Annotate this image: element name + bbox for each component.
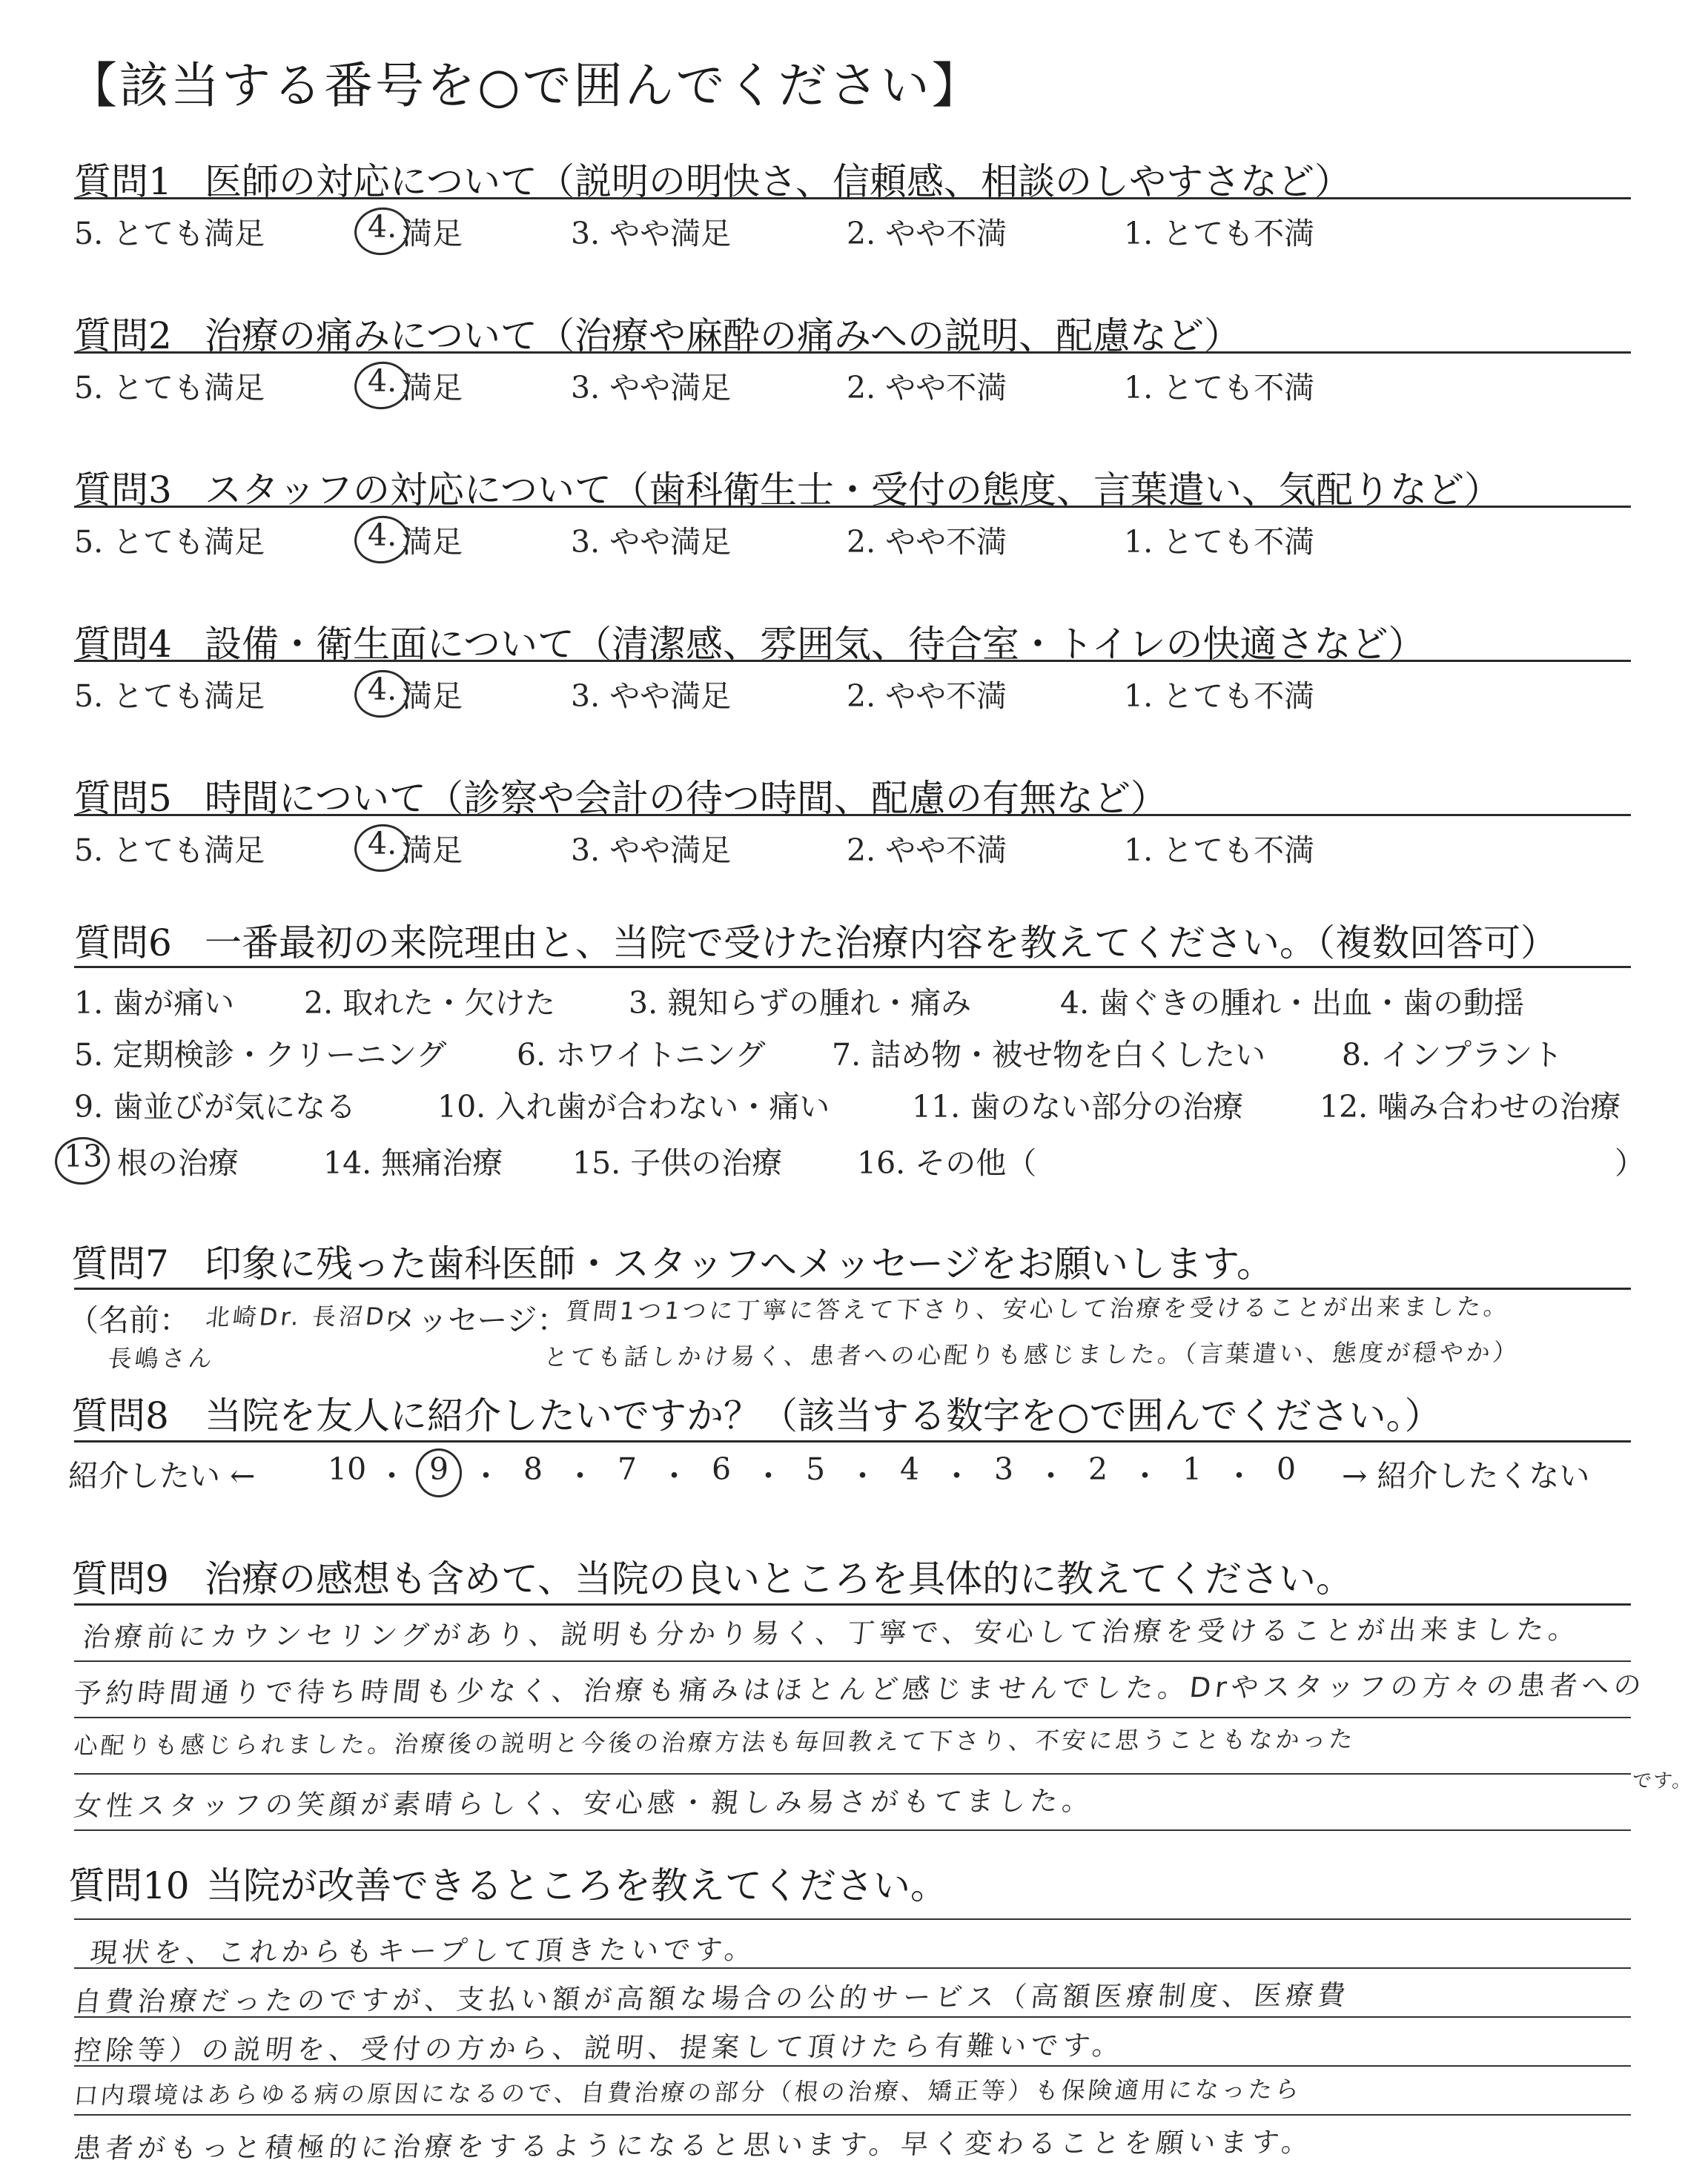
rating-option[interactable]: 4.: [368, 672, 397, 707]
q6-option-other[interactable]: 16. その他（: [857, 1145, 1037, 1181]
q8-scale-separator: ・: [659, 1458, 689, 1494]
rating-option[interactable]: 3. やや満足: [571, 524, 732, 560]
question-rule: [74, 351, 1631, 354]
q8-scale-value[interactable]: 4: [900, 1451, 920, 1487]
q6-option[interactable]: 7. 詰め物・被せ物を白くしたい: [832, 1037, 1266, 1073]
rating-option[interactable]: 3. やや満足: [571, 216, 732, 251]
q7-name-handwritten[interactable]: 北崎Dr. 長沼Dr: [204, 1302, 401, 1331]
q8-scale-separator: ・: [565, 1458, 595, 1494]
q8-scale-separator: ・: [377, 1458, 407, 1494]
q6-option[interactable]: 12. 噛み合わせの治療: [1320, 1089, 1621, 1125]
rating-option[interactable]: 5. とても満足: [74, 832, 265, 868]
q9-label: 質問9: [71, 1557, 169, 1600]
q8-scale-value[interactable]: 0: [1277, 1451, 1297, 1487]
q9-overflow-text: です。: [1631, 1769, 1695, 1792]
rating-option[interactable]: 2. やや不満: [847, 678, 1007, 714]
q6-option[interactable]: 1. 歯が痛い: [74, 985, 235, 1021]
q6-label: 質問6: [74, 921, 172, 964]
rating-option[interactable]: 3. やや満足: [571, 678, 732, 714]
q8-scale-value[interactable]: 6: [712, 1451, 732, 1487]
q10-answer-line[interactable]: 現状を、これからもキープして頂きたいです。: [88, 1933, 758, 1969]
q9-answer-rule: [74, 1829, 1631, 1831]
q9-answer-rule: [74, 1660, 1631, 1662]
q10-rule: [74, 1918, 1631, 1920]
q6-option[interactable]: 2. 取れた・欠けた: [304, 985, 556, 1021]
q10-answer-rule: [74, 2114, 1631, 2116]
q10-label: 質問10: [68, 1864, 190, 1907]
q6-option-13-number[interactable]: 13: [64, 1139, 103, 1174]
q8-scale-value[interactable]: 5: [806, 1451, 826, 1487]
question-label: 質問5: [74, 777, 172, 820]
q9-answer-line[interactable]: 予約時間通りで待ち時間も少なく、治療も痛みはほとんど感じませんでした。Drやスタッフの方々の患者への: [72, 1669, 1647, 1709]
q7-name-handwritten-2[interactable]: 長嶋さん: [106, 1344, 216, 1373]
rating-option[interactable]: 1. とても不満: [1124, 370, 1315, 405]
question-text: 設備・衛生面について（清潔感、雰囲気、待合室・トイレの快適さなど）: [205, 623, 1426, 666]
q7-message-line[interactable]: とても話しかけ易く、患者への心配りも感じました。（言葉遣い、態度が穏やか）: [542, 1338, 1521, 1371]
q9-answer-line[interactable]: 女性スタッフの笑顔が素晴らしく、安心感・親しみ易さがもてました。: [72, 1784, 1096, 1822]
rating-option[interactable]: 1. とても不満: [1124, 678, 1315, 714]
q7-label: 質問7: [71, 1242, 169, 1285]
rating-option[interactable]: 5. とても満足: [74, 216, 265, 251]
q9-rule: [74, 1603, 1631, 1606]
rating-option[interactable]: 満足: [402, 832, 463, 868]
q7-message-label: メッセージ：: [387, 1302, 568, 1338]
q8-selected-circle: [416, 1448, 462, 1497]
q6-option[interactable]: 3. 親知らずの腫れ・痛み: [629, 985, 972, 1021]
rating-option[interactable]: 2. やや不満: [847, 370, 1007, 405]
q9-answer-rule: [74, 1717, 1631, 1718]
question-text: スタッフの対応について（歯科衛生士・受付の態度、言葉遣い、気配りなど）: [205, 468, 1501, 511]
rating-option[interactable]: 3. やや満足: [571, 370, 732, 405]
rating-option[interactable]: 5. とても満足: [74, 370, 265, 405]
question-rule: [74, 197, 1631, 199]
q10-answer-rule: [74, 2065, 1631, 2067]
rating-option[interactable]: 満足: [402, 216, 463, 251]
q6-text: 一番最初の来院理由と、当院で受けた治療内容を教えてください。（複数回答可）: [205, 921, 1558, 964]
q8-scale-separator: ・: [847, 1458, 878, 1494]
question-label: 質問4: [74, 623, 172, 666]
question-text: 治療の痛みについて（治療や麻酔の痛みへの説明、配慮など）: [205, 314, 1241, 357]
q8-scale-separator: ・: [1224, 1458, 1254, 1494]
rating-option[interactable]: 4.: [368, 363, 397, 399]
q6-option[interactable]: 4. 歯ぐきの腫れ・出血・歯の動揺: [1060, 985, 1525, 1021]
q10-answer-line[interactable]: 自費治療だったのですが、支払い額が高額な場合の公的サービス（高額医療制度、医療費: [72, 1978, 1351, 2018]
question-label: 質問1: [74, 160, 172, 203]
rating-option[interactable]: 5. とても満足: [74, 524, 265, 560]
rating-option[interactable]: 3. やや満足: [571, 832, 732, 868]
q6-option[interactable]: 9. 歯並びが気になる: [74, 1089, 357, 1125]
q8-left-label: 紹介したい ←: [68, 1458, 256, 1494]
rating-option[interactable]: 2. やや不満: [847, 524, 1007, 560]
question-label: 質問2: [74, 314, 172, 357]
q8-label: 質問8: [71, 1394, 169, 1437]
q6-option[interactable]: 15. 子供の治療: [572, 1145, 783, 1181]
q10-answer-rule: [74, 1967, 1631, 1969]
q6-option-13-label[interactable]: 根の治療: [117, 1145, 239, 1181]
q10-answer-line[interactable]: 患者がもっと積極的に治療をするようになると思います。早く変わることを願います。: [72, 2126, 1315, 2165]
q8-scale-separator: ・: [1130, 1458, 1160, 1494]
question-rule: [74, 506, 1631, 508]
rating-option[interactable]: 1. とても不満: [1124, 524, 1315, 560]
rating-option[interactable]: 満足: [402, 524, 463, 560]
q9-text: 治療の感想も含めて、当院の良いところを具体的に教えてください。: [205, 1557, 1353, 1600]
q6-option[interactable]: 6. ホワイトニング: [517, 1037, 766, 1073]
rating-option[interactable]: 1. とても不満: [1124, 832, 1315, 868]
rating-option[interactable]: 4.: [368, 517, 397, 553]
question-text: 医師の対応について（説明の明快さ、信頼感、相談のしやすさなど）: [205, 160, 1351, 203]
q10-answer-line[interactable]: 控除等）の説明を、受付の方から、説明、提案して頂けたら有難いです。: [72, 2029, 1126, 2067]
form-title: 【該当する番号を○で囲んでください】: [68, 57, 983, 114]
q9-answer-rule: [74, 1773, 1631, 1775]
q8-scale-value[interactable]: 1: [1182, 1451, 1202, 1487]
q7-text: 印象に残った歯科医師・スタッフへメッセージをお願いします。: [205, 1242, 1274, 1285]
q8-scale-value[interactable]: 9: [429, 1451, 449, 1487]
q6-rule: [74, 966, 1631, 968]
q8-text: 当院を友人に紹介したいですか？（該当する数字を○で囲んでください。）: [205, 1394, 1442, 1437]
rating-option[interactable]: 4.: [368, 826, 397, 861]
q8-scale-separator: ・: [753, 1458, 784, 1494]
q10-answer-line[interactable]: 口内環境はあらゆる病の原因になるので、自費治療の部分（根の治療、矯正等）も保険適用になったら: [72, 2075, 1303, 2110]
q10-answer-rule: [74, 2016, 1631, 2018]
q8-scale-separator: ・: [1036, 1458, 1066, 1494]
q8-scale-value[interactable]: 8: [523, 1451, 543, 1487]
q8-scale-value[interactable]: 7: [618, 1451, 638, 1487]
rating-option[interactable]: 2. やや不満: [847, 832, 1007, 868]
rating-option[interactable]: 4.: [368, 209, 397, 245]
q8-rule: [74, 1440, 1631, 1443]
q9-answer-line[interactable]: 心配りも感じられました。治療後の説明と今後の治療方法も毎回教えて下さり、不安に思うこともなかった: [72, 1724, 1357, 1760]
rating-option[interactable]: 5. とても満足: [74, 678, 265, 714]
question-rule: [74, 814, 1631, 816]
rating-option[interactable]: 満足: [402, 370, 463, 405]
q7-message-line[interactable]: 質問1つ1つに丁寧に答えて下さり、安心して治療を受けることが出来ました。: [564, 1292, 1512, 1325]
q8-right-label: → 紹介したくない: [1342, 1458, 1590, 1494]
question-rule: [74, 660, 1631, 662]
q8-scale-value[interactable]: 3: [994, 1451, 1014, 1487]
q7-name-label: （名前：: [68, 1302, 190, 1338]
q6-option[interactable]: 8. インプラント: [1342, 1037, 1563, 1073]
q10-text: 当院が改善できるところを教えてください。: [206, 1864, 947, 1907]
q6-option[interactable]: 10. 入れ歯が合わない・痛い: [437, 1089, 830, 1125]
rating-option[interactable]: 2. やや不満: [847, 216, 1007, 251]
rating-option[interactable]: 満足: [402, 678, 463, 714]
q6-option[interactable]: 11. 歯のない部分の治療: [912, 1089, 1244, 1125]
q8-scale-separator: ・: [941, 1458, 972, 1494]
q8-scale-value[interactable]: 2: [1088, 1451, 1108, 1487]
question-text: 時間について（診察や会計の待つ時間、配慮の有無など）: [205, 777, 1168, 820]
question-label: 質問3: [74, 468, 172, 511]
q6-other-close: ）: [1615, 1145, 1645, 1181]
rating-option[interactable]: 1. とても不満: [1124, 216, 1315, 251]
q6-option[interactable]: 5. 定期検診・クリーニング: [74, 1037, 447, 1073]
q6-option[interactable]: 14. 無痛治療: [323, 1145, 503, 1181]
q8-scale-value[interactable]: 10: [328, 1451, 367, 1487]
q9-answer-line[interactable]: 治療前にカウンセリングがあり、説明も分かり易く、丁寧で、安心して治療を受けることが出来ました。: [81, 1613, 1582, 1653]
q8-scale-separator: ・: [471, 1458, 501, 1494]
